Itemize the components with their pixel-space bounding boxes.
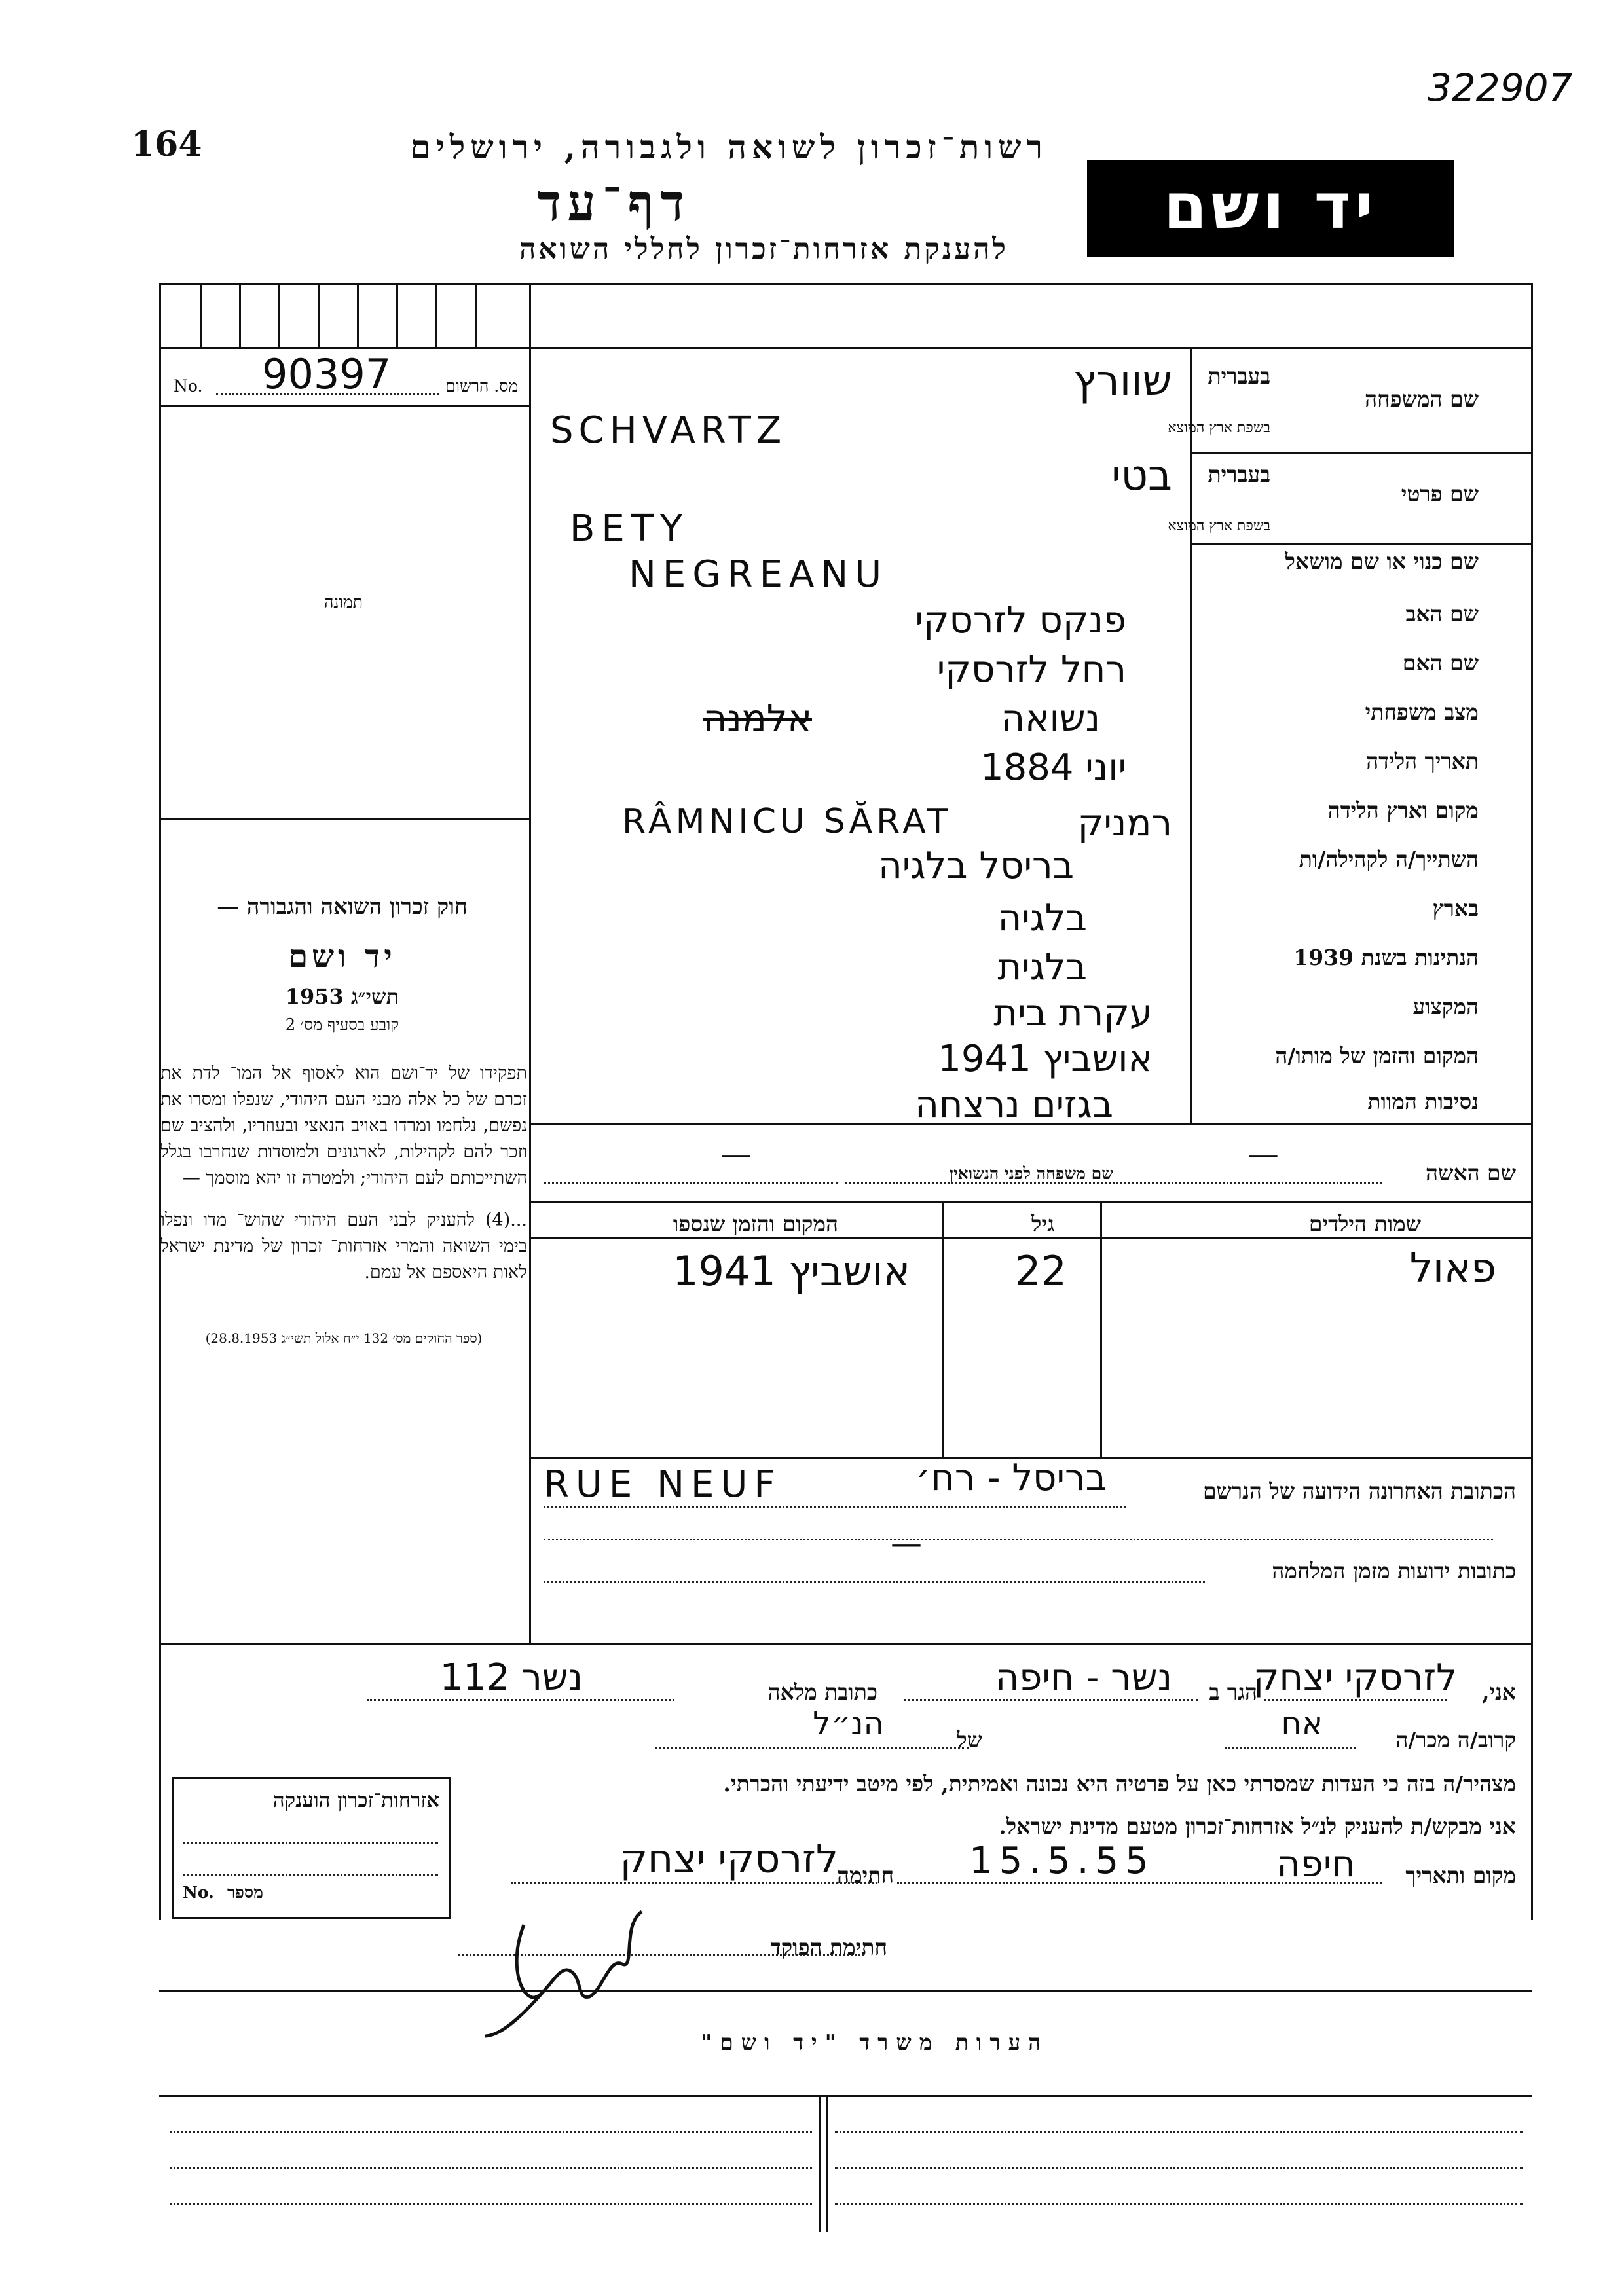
form-title: דף־עד — [537, 173, 691, 232]
value-first-name-latin: BETY — [570, 507, 690, 550]
value-child-age: 22 — [1015, 1247, 1067, 1295]
decl-resident-city: נשר - חיפה — [995, 1656, 1172, 1699]
law-heading: חוק זכרון השואה והגבורה — — [216, 894, 468, 920]
decl-signature-label: חתימה — [837, 1863, 894, 1888]
label-children-names: שמות הילדים — [1308, 1211, 1421, 1237]
value-last-address-hebrew: בריסל - רח׳ — [915, 1457, 1107, 1499]
value-child-name: פאול — [1409, 1244, 1496, 1292]
decl-signature: לזרסקי יצחק — [619, 1836, 838, 1882]
label-birth-date: תאריך הלידה — [1366, 748, 1479, 774]
value-maiden-name: — — [720, 1136, 752, 1173]
value-first-name-hebrew: בטי — [1111, 452, 1172, 500]
value-birth-date: יוני 1884 — [980, 746, 1126, 789]
label-nickname: שם כנוי או שם מושאל — [1285, 549, 1479, 574]
value-family-name-hebrew: שוורץ — [1073, 357, 1172, 405]
decl-of-value: הנ״ל — [813, 1705, 884, 1742]
office-notes-heading: הערות משרד "יד ושם" — [701, 2030, 1049, 2055]
reference-number: 322907 — [1428, 65, 1573, 110]
law-text — [160, 1061, 527, 1351]
value-mother: רחל לזרסקי — [936, 648, 1126, 691]
label-marital: מצב משפחתי — [1365, 699, 1479, 725]
law-text-citizenship: ...(4) להעניק לבני העם היהודי שהוש־ מדו ונפלו בימי השואה והמרי אזרחות־ זכרון של מדינת ישראל לאות היאספם אל עמם. — [160, 1210, 527, 1283]
label-family-origin: בשפת ארץ המוצא — [1168, 420, 1270, 436]
citizenship-box-no-label: No. — [183, 1883, 214, 1902]
citizenship-box-title: אזרחות־זכרון הוענקה — [272, 1789, 439, 1812]
value-birth-place-latin: RÂMNICU SĂRAT — [622, 802, 952, 841]
value-marital: נשואה — [1001, 697, 1100, 740]
decl-place: חיפה — [1276, 1843, 1356, 1886]
label-father: שם האב — [1405, 601, 1479, 627]
officer-signature-icon — [471, 1886, 812, 2043]
page-number: 164 — [131, 124, 202, 164]
law-clause: קובע בסעיף מס׳ 2 — [285, 1015, 399, 1034]
law-name: יד ושם — [288, 938, 396, 975]
decl-i-label: אני, — [1481, 1679, 1516, 1705]
decl-request: אני מבקש/ת להעניק לנ״ל אזרחות־זכרון מטעם מדינת ישראל. — [999, 1813, 1516, 1839]
value-wife: — — [1247, 1136, 1279, 1173]
citizenship-box-number-label: מספר — [227, 1883, 263, 1902]
label-community: השתייך/ה לקהילה/ות — [1299, 847, 1479, 872]
label-country: בארץ — [1432, 896, 1479, 921]
label-citizenship-1939: הנתינות בשנת 1939 — [1293, 945, 1479, 970]
label-first-hebrew: בעברית — [1208, 462, 1270, 487]
officer-signature-label: חתימת הפוקד — [770, 1935, 887, 1960]
value-marital-struck: אלמנה — [703, 697, 812, 740]
value-father: פנקס לזרסקי — [915, 599, 1126, 642]
registration-number: 90397 — [262, 350, 392, 398]
registration-no-label: No. — [174, 376, 203, 395]
law-citation: (ספר החוקים מס׳ 132 י״ח אלול תשי״ג 28.8.1953) — [205, 1330, 483, 1346]
value-country: בלגיה — [997, 897, 1087, 939]
label-family-name: שם המשפחה — [1365, 386, 1479, 412]
law-text-purpose: תפקידו של יד־ושם הוא לאסוף אל המו־ לדת את זכרם של כל אלה מבני העם היהודי, שנפלו ומסרו את נפשם, נלחמו ומרדו באויב הנאצי ובעוזריו, ולהציב שם וזכר להם לקהילות, לארגונים ולמוסדות שנחרבו בגלל השתייכותם לעם היהודי; ולמטרה זו יהא מוסמך — — [160, 1063, 527, 1188]
decl-full-address-label: כתובת מלאה — [767, 1679, 877, 1705]
label-death-place-time: המקום והזמן של מותו/ה — [1275, 1043, 1479, 1068]
decl-place-date-label: מקום ותאריך — [1405, 1863, 1516, 1888]
value-birth-place-hebrew: רמניק — [1077, 802, 1172, 845]
decl-relation: אח — [1281, 1705, 1323, 1742]
label-last-address: הכתובת האחרונה הידועה של הנרשם — [1202, 1478, 1516, 1504]
value-wartime-address: — — [891, 1525, 922, 1562]
decl-relative-label: קרוב/ה מכר/ה — [1395, 1727, 1516, 1753]
organization-name: רשות־זכרון לשואה ולגבורה, ירושלים — [410, 128, 1048, 166]
value-community: בריסל בלגיה — [878, 845, 1074, 887]
registration-label: מס. הרשום — [445, 376, 519, 395]
label-family-hebrew: בעברית — [1208, 363, 1270, 389]
label-wife: שם האשה — [1426, 1160, 1516, 1186]
label-death-circumstances: נסיבות המוות — [1367, 1089, 1479, 1114]
value-death-place-time: אושביץ 1941 — [938, 1038, 1153, 1080]
yad-vashem-logo: יד ושם — [1087, 160, 1454, 257]
label-maiden-name: שם משפחה לפני הנשואין — [949, 1164, 1113, 1183]
label-first-origin: בשפת ארץ המוצא — [1168, 518, 1270, 534]
value-nickname: NEGREANU — [629, 553, 889, 596]
label-mother: שם האם — [1402, 650, 1479, 676]
decl-resident-label: הגר ב — [1209, 1679, 1257, 1705]
value-last-address-latin: RUE NEUF — [544, 1463, 782, 1506]
decl-declarant-name: לזרסקי יצחק — [1253, 1656, 1457, 1699]
form-subtitle: להענקת אזרחות־זכרון לחללי השואה — [519, 232, 1008, 266]
decl-full-address: נשר 112 — [439, 1656, 583, 1699]
label-birth-place: מקום וארץ הלידה — [1327, 797, 1479, 823]
citizenship-granted-box — [172, 1777, 451, 1919]
law-year: תשי״ג 1953 — [285, 984, 399, 1009]
value-profession: עקרת בית — [993, 992, 1153, 1034]
label-profession: המקצוע — [1412, 994, 1479, 1019]
label-first-name: שם פרטי — [1401, 481, 1479, 507]
value-death-circumstances: בגזים נרצחה — [915, 1084, 1113, 1126]
decl-of-label: של — [957, 1727, 982, 1753]
label-wartime-address: כתובות ידועות מזמן המלחמה — [1272, 1558, 1516, 1584]
law-block — [164, 894, 521, 1034]
label-age: גיל — [1031, 1211, 1054, 1237]
decl-statement: מצהיר/ה בזה כי העדות שמסרתי כאן על פרטיה היא נכונה ואמיתית, לפי מיטב ידיעתי והכרתי. — [723, 1771, 1516, 1796]
decl-date: 15.5.55 — [969, 1840, 1155, 1882]
photo-label: תמונה — [324, 592, 363, 611]
value-family-name-latin: SCHVARTZ — [550, 409, 787, 452]
value-child-place-time: אושביץ 1941 — [673, 1247, 910, 1295]
value-citizenship: בלגית — [997, 946, 1087, 989]
label-place-time-perished: המקום והזמן שנספו — [673, 1211, 838, 1237]
